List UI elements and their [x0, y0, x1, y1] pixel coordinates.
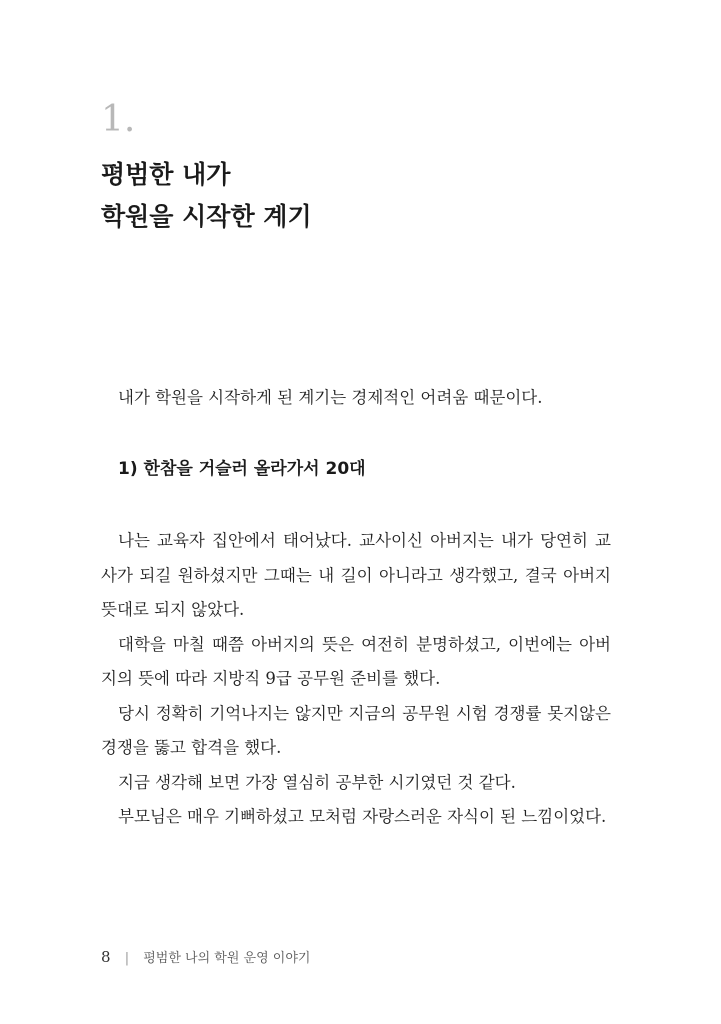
book-title: 평범한 나의 학원 운영 이야기	[143, 951, 311, 966]
section-heading: 1) 한참을 거슬러 올라가서 20대	[118, 459, 366, 479]
page-footer	[101, 947, 310, 969]
body-paragraph: 당시 정확히 기억나지는 않지만 지금의 공무원 시험 경쟁률 못지않은 경쟁을 뚫고 합격을 했다.	[101, 703, 611, 757]
body-text	[101, 524, 611, 835]
chapter-title	[101, 154, 312, 238]
page-number: 8	[101, 948, 111, 966]
body-paragraph: 부모님은 매우 기뻐하셨고 모처럼 자랑스러운 자식이 된 느낌이었다.	[118, 807, 607, 826]
body-paragraph: 나는 교육자 집안에서 태어났다. 교사이신 아버지는 내가 당연히 교사가 되길 원하셨지만 그때는 내 길이 아니라고 생각했고, 결국 아버지 뜻대로 되지 않았다.	[101, 531, 611, 619]
chapter-number: 1.	[101, 99, 136, 140]
chapter-title-line-1: 평범한 내가	[101, 160, 231, 189]
intro-paragraph: 내가 학원을 시작하게 된 계기는 경제적인 어려움 때문이다.	[118, 388, 543, 407]
body-paragraph: 대학을 마칠 때쯤 아버지의 뜻은 여전히 분명하셨고, 이번에는 아버지의 뜻에 따라 지방직 9급 공무원 준비를 했다.	[101, 634, 611, 688]
body-paragraph: 지금 생각해 보면 가장 열심히 공부한 시기였던 것 같다.	[118, 772, 516, 792]
footer-separator: |	[124, 951, 130, 966]
chapter-title-line-2: 학원을 시작한 계기	[101, 202, 312, 231]
